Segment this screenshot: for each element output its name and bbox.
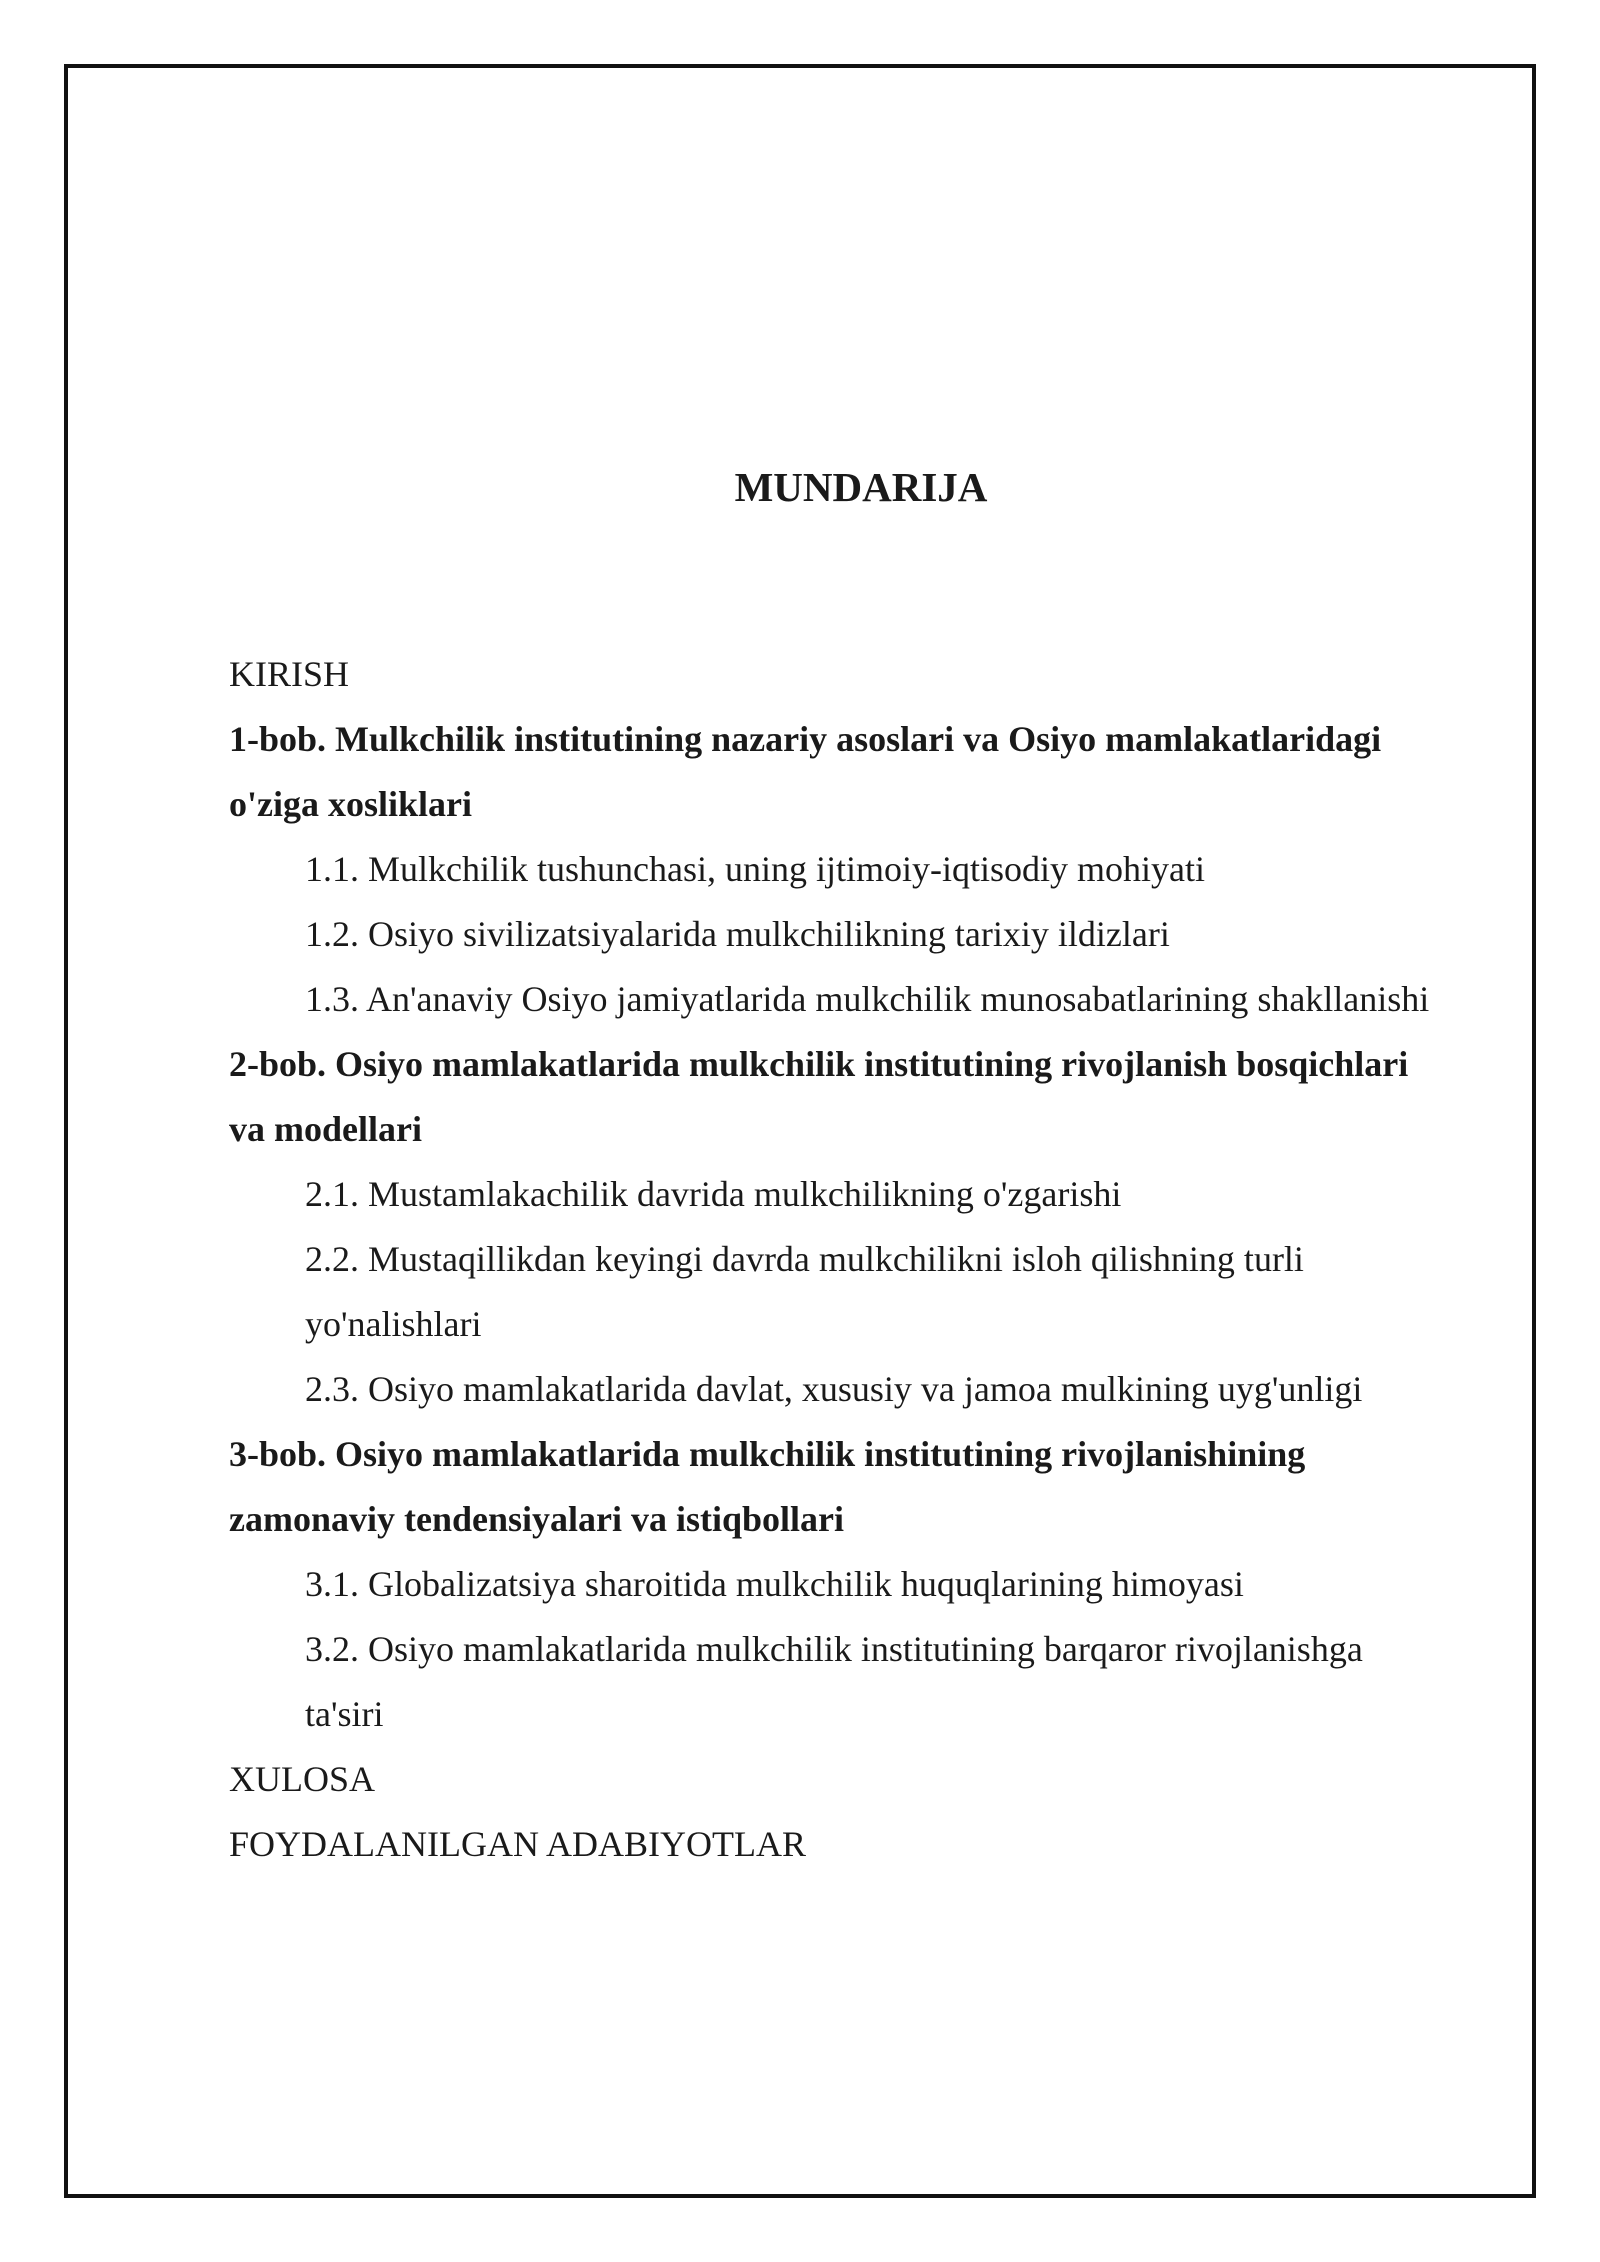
toc-section-1-2: 1.2. Osiyo sivilizatsiyalarida mulkchilikning tarixiy ildizlari [305, 914, 1170, 954]
toc-section-3-2-cont: ta'siri [305, 1694, 384, 1734]
toc-section-2-3: 2.3. Osiyo mamlakatlarida davlat, xususiy va jamoa mulkining uyg'unligi [305, 1369, 1363, 1409]
toc-chapter-2-title-cont: va modellari [229, 1109, 422, 1149]
toc-chapter-1-title: 1-bob. Mulkchilik institutining nazariy asoslari va Osiyo mamlakatlaridagi [229, 719, 1382, 759]
toc-chapter-3-title: 3-bob. Osiyo mamlakatlarida mulkchilik institutining rivojlanishining [229, 1434, 1306, 1474]
page-title: MUNDARIJA [734, 464, 988, 510]
toc-chapter-1-title-cont: o'ziga xosliklari [229, 784, 472, 824]
toc-section-3-1: 3.1. Globalizatsiya sharoitida mulkchilik huquqlarining himoyasi [305, 1564, 1244, 1604]
toc-section-2-2-cont: yo'nalishlari [305, 1304, 482, 1344]
toc-section-1-1: 1.1. Mulkchilik tushunchasi, uning ijtimoiy-iqtisodiy mohiyati [305, 849, 1205, 889]
toc-section-2-1: 2.1. Mustamlakachilik davrida mulkchilikning o'zgarishi [305, 1174, 1122, 1214]
toc-section-3-2: 3.2. Osiyo mamlakatlarida mulkchilik institutining barqaror rivojlanishga [305, 1629, 1363, 1669]
toc-intro: KIRISH [229, 654, 350, 694]
toc-chapter-2-title: 2-bob. Osiyo mamlakatlarida mulkchilik institutining rivojlanish bosqichlari [229, 1044, 1409, 1084]
toc-references: FOYDALANILGAN ADABIYOTLAR [229, 1824, 806, 1864]
toc-section-2-2: 2.2. Mustaqillikdan keyingi davrda mulkchilikni isloh qilishning turli [305, 1239, 1304, 1279]
toc-chapter-3-title-cont: zamonaviy tendensiyalari va istiqbollari [229, 1499, 845, 1539]
toc-conclusion: XULOSA [229, 1759, 376, 1799]
toc-section-1-3: 1.3. An'anaviy Osiyo jamiyatlarida mulkchilik munosabatlarining shakllanishi [305, 979, 1430, 1019]
table-of-contents [229, 642, 1499, 1877]
